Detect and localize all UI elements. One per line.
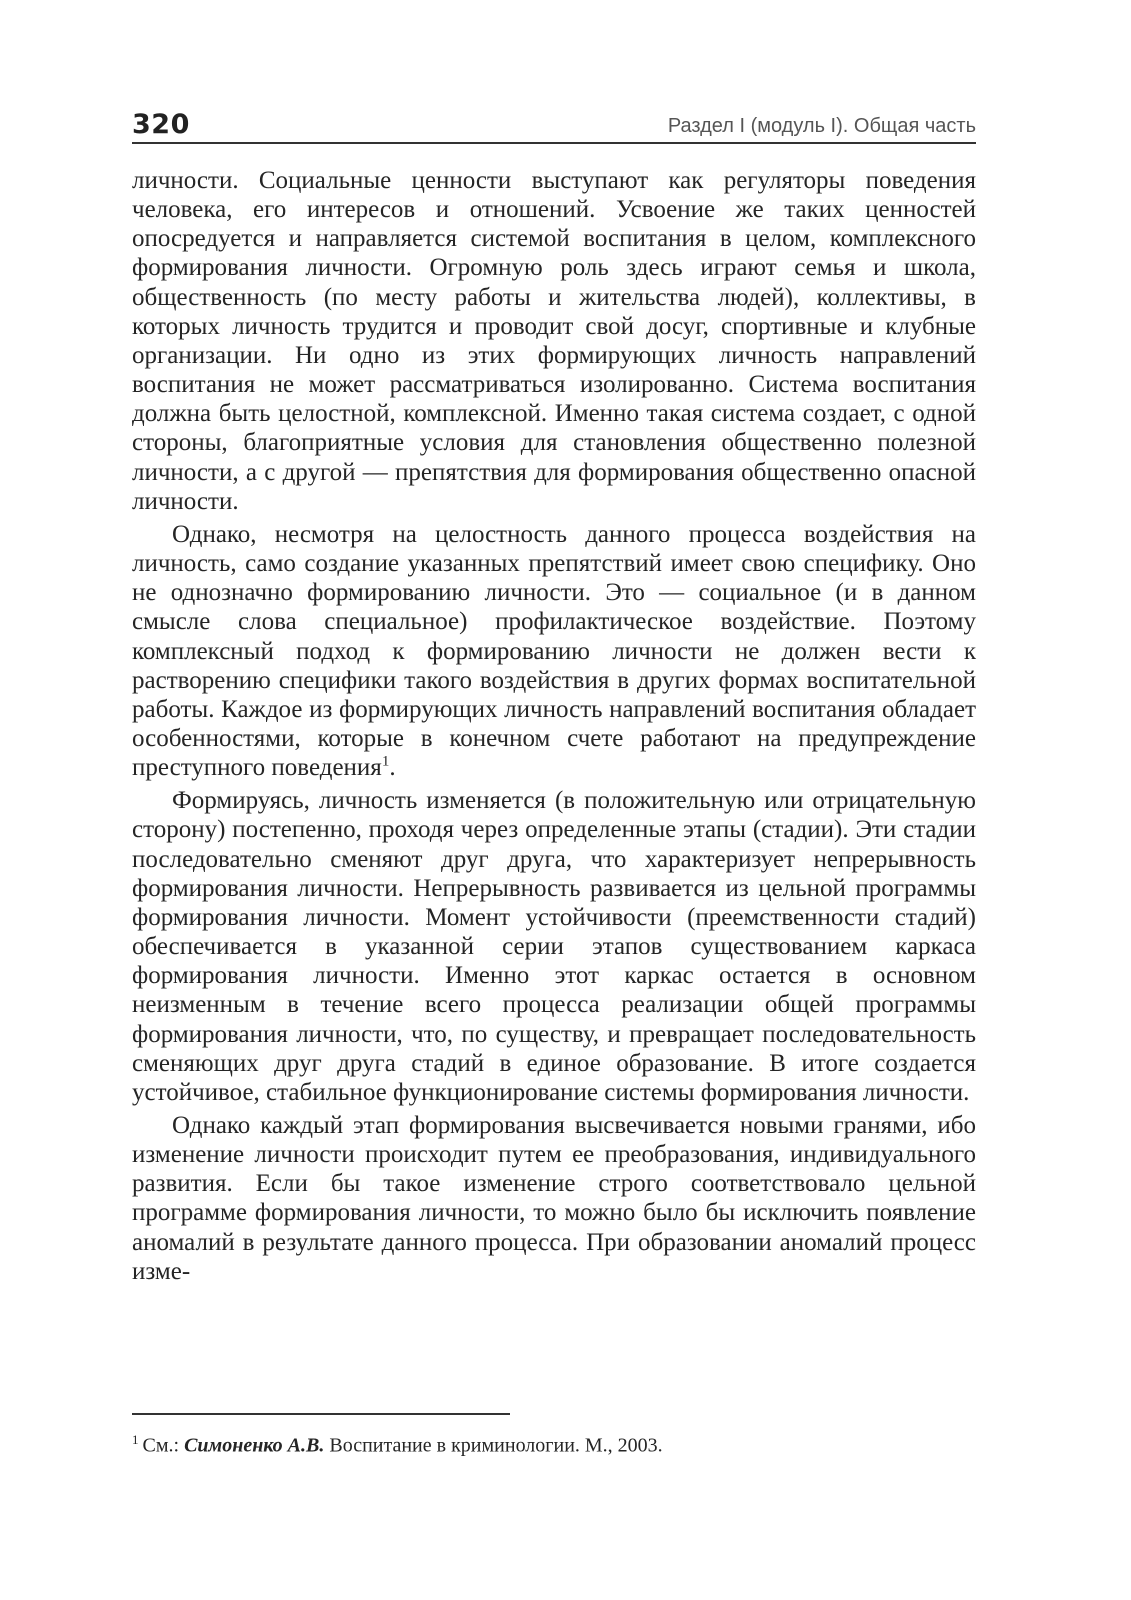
paragraph: [132, 520, 976, 782]
paragraph: [132, 166, 976, 516]
paragraph-text-end: .: [389, 754, 396, 782]
paragraph: [132, 1111, 976, 1286]
running-title: Раздел I (модуль I). Общая часть: [667, 115, 976, 137]
footnote: [132, 1432, 976, 1458]
footnote-divider: [132, 1413, 510, 1415]
paragraph-text: Однако, несмотря на целостность данного процесса воздействия на личность, само создание указанных препятствий имеет свою специфику. Оно не однозначно формированию личности. Это — социальное (и в данном смысле слова специальное) профилактическое воздействие. Поэтому комплексный подход к формированию личности не должен вести к растворению специфики такого воздействия в других формах воспитательной работы. Каждое из формирующих личность направлений воспитания обладает особенностями, которые в конечном счете работают на предупреждение преступного поведения: [132, 520, 976, 782]
page-header: [132, 109, 976, 144]
page-number: 320: [132, 109, 190, 140]
footnote-author: Симоненко А.В.: [184, 1434, 325, 1457]
paragraph-text: Формируясь, личность изменяется (в положительную или отрицательную сторону) постепенно, проходя через определенные этапы (стадии). Эти стадии последовательно сменяют друг друга, что характеризует непрерывность формирования личности. Непрерывность развивается из цельной программы формирования личности. Момент устойчивости (преемственности стадий) обеспечивается в указанной серии этапов существованием каркаса формирования личности. Именно этот каркас остается в основном неизменным в течение всего процесса реализации общей программы формирования личности, что, по существу, и превращает последовательность сменяющих друг друга стадий в единое образование. В итоге создается устойчивое, стабильное функционирование системы формирования личности.: [132, 787, 976, 1106]
footnote-mark: 1: [132, 1432, 139, 1447]
footnote-prefix: См.:: [142, 1434, 180, 1457]
paragraph-text: Однако каждый этап формирования высвечивается новыми гранями, ибо изменение личности происходит путем ее преобразования, индивидуального развития. Если бы такое изменение строго соответствовало цельной программе формирования личности, то можно было бы исключить появление аномалий в результате данного процесса. При образовании аномалий процесс изме-: [132, 1112, 976, 1285]
footnote-source: Воспитание в криминологии. М., 2003.: [329, 1434, 663, 1457]
body-text: [132, 166, 976, 1290]
footnote-reference[interactable]: 1: [381, 753, 390, 770]
paragraph: [132, 786, 976, 1107]
paragraph-text: личности. Социальные ценности выступают как регуляторы поведения человека, его интересов и отношений. Усвоение же таких ценностей опосредуется и направляется системой воспитания в целом, комплексного формирования личности. Огромную роль здесь играют семья и школа, общественность (по месту работы и жительства людей), коллективы, в которых личность трудится и проводит свой досуг, спортивные и клубные организации. Ни одно из этих формирующих личность направлений воспитания не может рассматриваться изолированно. Система воспитания должна быть целостной, комплексной. Именно такая система создает, с одной стороны, благоприятные условия для становления общественно полезной личности, а с другой — препятствия для формирования общественно опасной личности.: [132, 167, 976, 515]
